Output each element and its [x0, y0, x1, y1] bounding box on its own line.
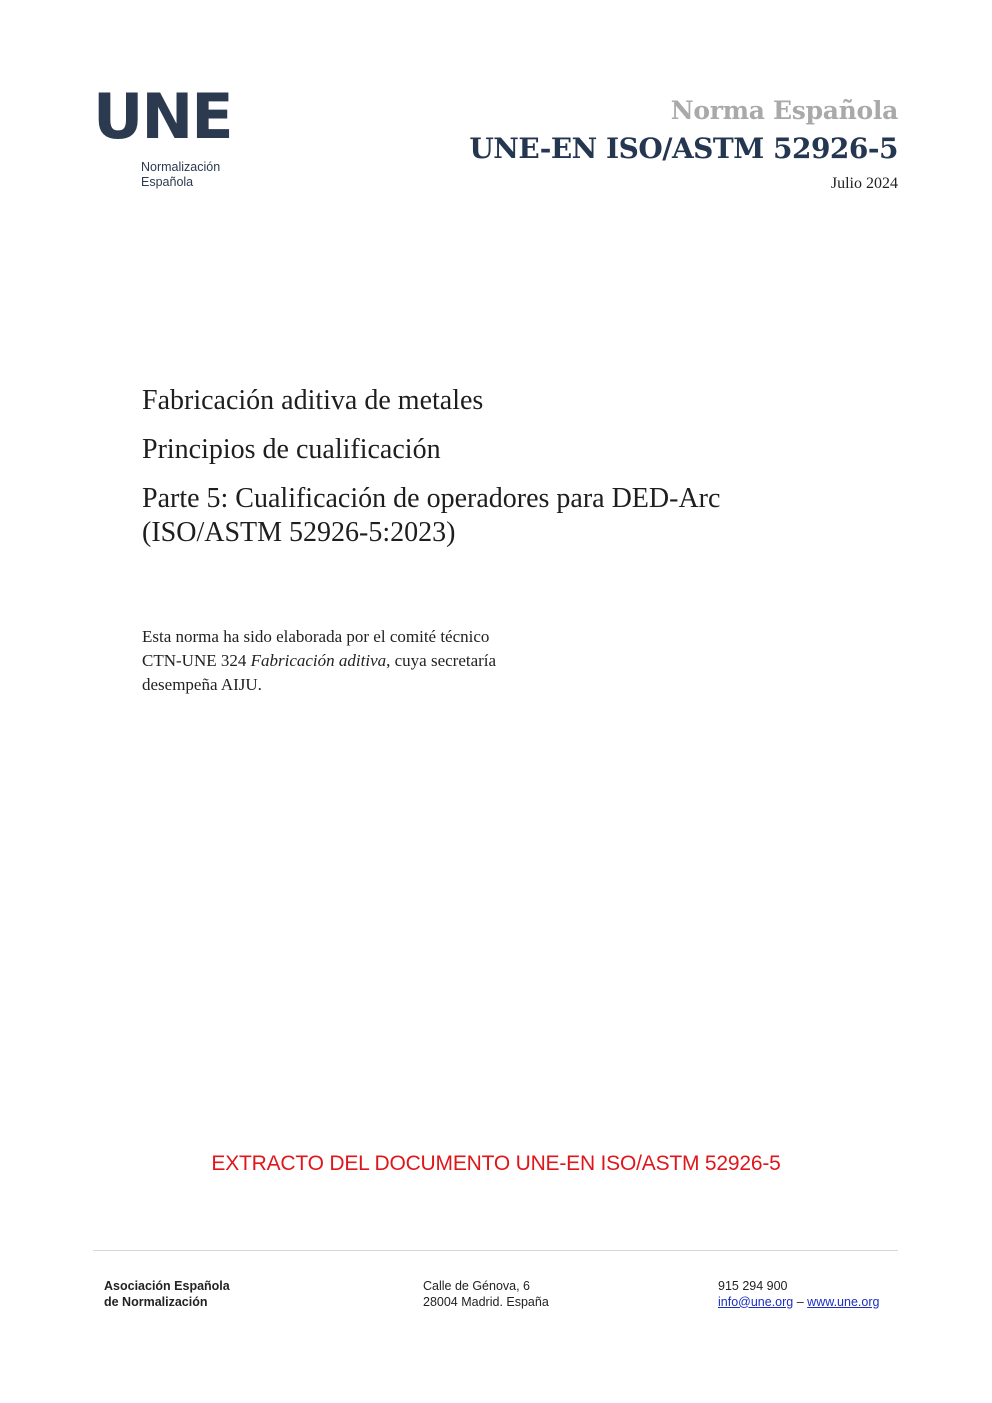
document-header: [469, 95, 898, 193]
committee-line-2-suffix: , cuya secretaría: [386, 651, 497, 670]
document-titles: [142, 384, 862, 550]
une-logo-subtitle: [141, 160, 253, 190]
committee-line-3: desempeña AIJU.: [142, 675, 262, 694]
org-line-2: de Normalización: [104, 1294, 208, 1309]
address-line-1: Calle de Génova, 6: [423, 1279, 531, 1293]
une-logo: [93, 80, 253, 190]
footer-divider: [93, 1250, 898, 1251]
committee-code: CTN-UNE 324: [142, 651, 251, 670]
address-line-2: 28004 Madrid. España: [423, 1294, 549, 1309]
title-line-4: (ISO/ASTM 52926-5:2023): [142, 517, 456, 548]
extract-notice: EXTRACTO DEL DOCUMENTO UNE-EN ISO/ASTM 52926-5: [211, 1152, 781, 1175]
contact-links: [718, 1295, 879, 1311]
publication-date: Julio 2024: [830, 175, 898, 192]
org-line-1: Asociación Española: [104, 1279, 230, 1293]
committee-statement: [142, 625, 602, 697]
footer-address: [423, 1279, 549, 1310]
title-line-1: Fabricación aditiva de metales: [142, 385, 484, 416]
footer-organization: [104, 1279, 230, 1310]
website-link[interactable]: www.une.org: [807, 1294, 880, 1309]
une-logo-mark: UNE: [93, 80, 232, 153]
committee-name: Fabricación aditiva: [250, 651, 387, 670]
title-line-3: Parte 5: Cualificación de operadores para DED-Arc: [142, 483, 721, 514]
email-link[interactable]: info@une.org: [718, 1294, 794, 1309]
norma-label: Norma Española: [670, 96, 898, 125]
title-line-2: Principios de cualificación: [142, 434, 441, 465]
standard-code: UNE-EN ISO/ASTM 52926-5: [469, 132, 898, 165]
logo-subtitle-line2: Española: [141, 175, 194, 189]
logo-subtitle-line1: Normalización: [141, 160, 221, 174]
footer-contact: [718, 1279, 879, 1310]
phone-number: 915 294 900: [718, 1279, 788, 1293]
link-separator: –: [796, 1294, 804, 1309]
committee-line-2: [142, 649, 602, 673]
committee-line-1: Esta norma ha sido elaborada por el comité técnico: [142, 627, 490, 646]
